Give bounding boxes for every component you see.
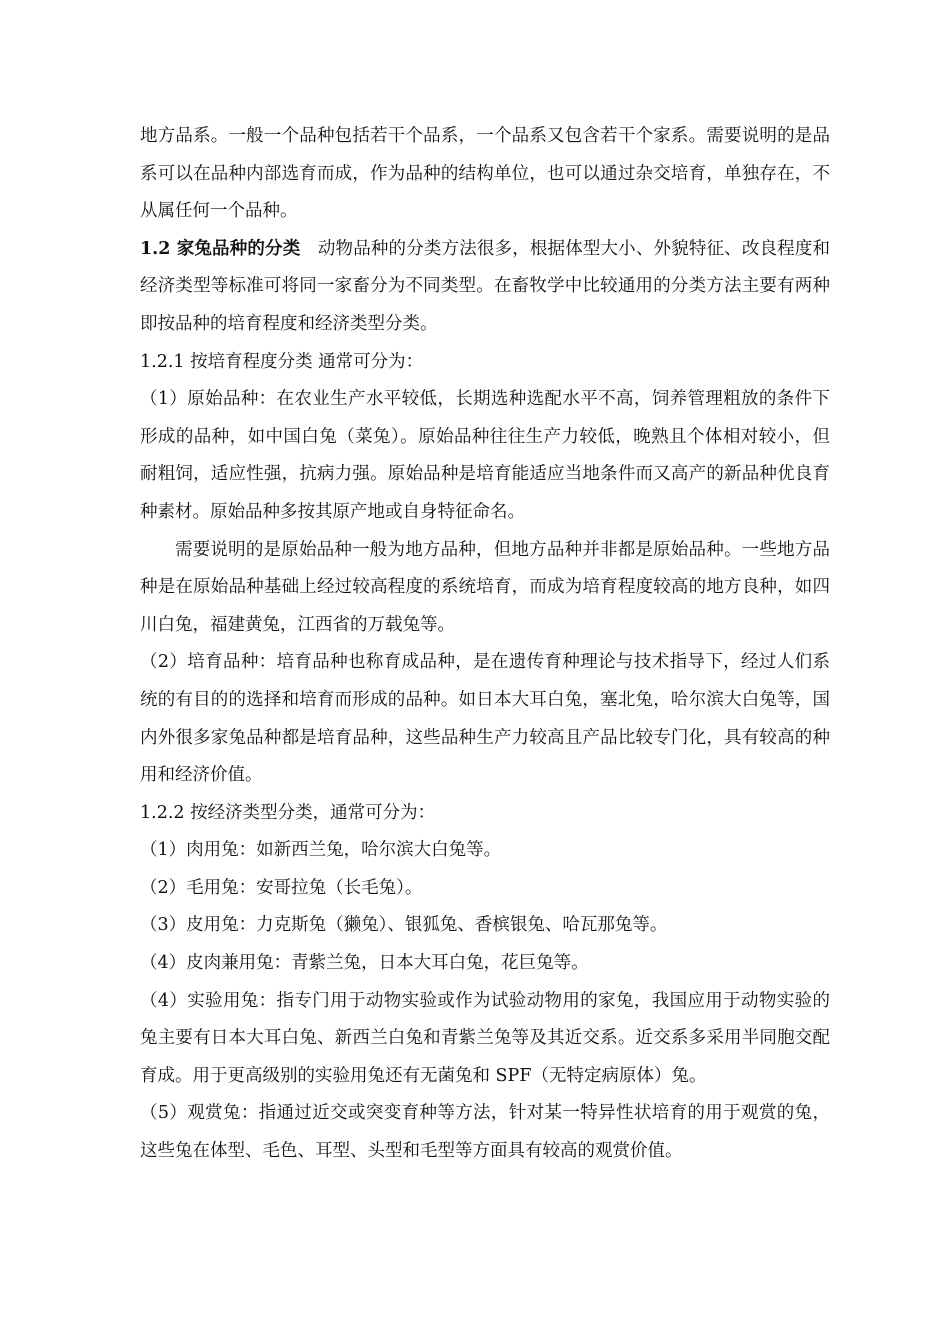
paragraph-bred-breed: （2）培育品种：培育品种也称育成品种，是在遗传育种理论与技术指导下，经过人们系统的有目的的选择和培育而形成的品种。如日本大耳白兔，塞北兔，哈尔滨大白兔等，国内外很多家兔品种都是培育品种，这些品种生产力较高且产品比较专门化，具有较高的种用和经济价值。 <box>140 652 830 786</box>
list-item-wool-rabbit: （2）毛用兔：安哥拉兔（长毛兔）。 <box>140 877 423 898</box>
paragraph-primitive-breed: （1）原始品种：在农业生产水平较低，长期选种选配水平不高，饲养管理粗放的条件下形成的品种，如中国白兔（菜兔）。原始品种往往生产力较低，晚熟且个体相对较小，但耐粗饲，适应性强，抗病力强。原始品种是培育能适应当地条件而又高产的新品种优良育种素材。原始品种多按其原产地或自身特征命名。 <box>140 389 830 522</box>
subsection-heading-1-2-2: 1.2.2 按经济类型分类，通常可分为： <box>140 802 436 823</box>
list-item-meat-rabbit: （1）肉用兔：如新西兰兔，哈尔滨大白兔等。 <box>140 840 502 861</box>
paragraph-intro: 地方品系。一般一个品种包括若干个品系，一个品系又包含若干个家系。需要说明的是品系可以在品种内部选育而成，作为品种的结构单位，也可以通过杂交培育，单独存在，不从属任何一个品种。 <box>140 126 830 222</box>
paragraph-note: 需要说明的是原始品种一般为地方品种，但地方品种并非都是原始品种。一些地方品种是在原始品种基础上经过较高程度的系统培育，而成为培育程度较高的地方良种，如四川白兔，福建黄兔，江西省的万载兔等。 <box>140 539 830 635</box>
section-1-2-body: 动物品种的分类方法很多，根据体型大小、外貌特征、改良程度和经济类型等标准可将同一家畜分为不同类型。在畜牧学中比较通用的分类方法主要有两种即按品种的培育程度和经济类型分类。 <box>140 238 831 334</box>
subsection-heading-1-2-1: 1.2.1 按培育程度分类 通常可分为： <box>140 351 424 372</box>
list-item-ornamental-rabbit: （5）观赏兔：指通过近交或突变育种等方法，针对某一特异性状培育的用于观赏的兔，这些兔在体型、毛色、耳型、头型和毛型等方面具有较高的观赏价值。 <box>140 1103 830 1162</box>
list-item-fur-meat-rabbit: （4）皮肉兼用兔：青紫兰兔，日本大耳白兔，花巨兔等。 <box>140 953 589 974</box>
list-item-fur-rabbit: （3）皮用兔：力克斯兔（獭兔）、银狐兔、香槟银兔、哈瓦那兔等。 <box>140 915 668 936</box>
list-item-lab-rabbit: （4）实验用兔：指专门用于动物实验或作为试验动物用的家兔，我国应用于动物实验的兔主要有日本大耳白兔、新西兰白兔和青紫兰兔等及其近交系。近交系多采用半同胞交配育成。用于更高级别的实验用兔还有无菌兔和 SPF（无特定病原体）兔。 <box>140 990 830 1086</box>
section-heading-1-2: 1.2 家兔品种的分类 <box>140 238 301 259</box>
paragraph-section-1-2 <box>140 231 830 344</box>
document-page <box>140 118 830 1171</box>
